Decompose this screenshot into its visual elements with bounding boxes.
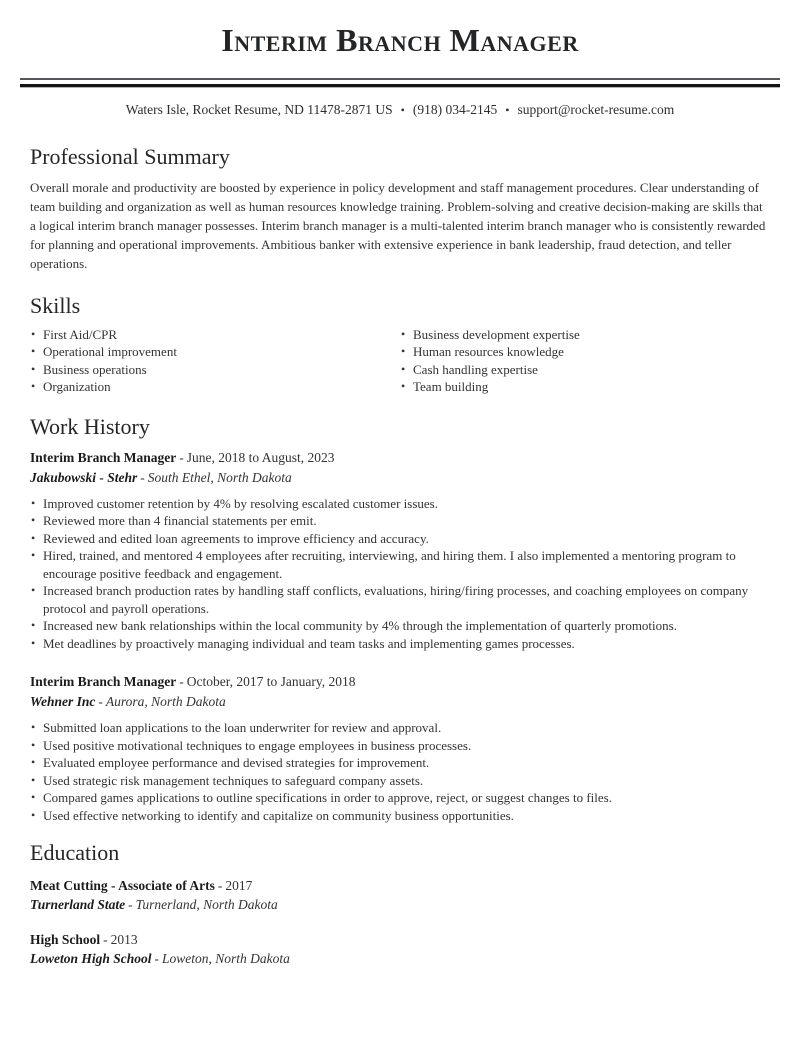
job-bullet-text: Hired, trained, and mentored 4 employees after recruiting, interviewing, and hiring them. I also implemented a mentoring program to encourage positive feedback and engagement.	[43, 548, 736, 581]
job-bullet	[30, 582, 770, 617]
job-bullet-text: Used positive motivational techniques to engage employees in business processes.	[43, 737, 472, 753]
job-bullet	[30, 547, 770, 582]
job-title-line	[30, 672, 770, 692]
job-bullet-text: Used effective networking to identify and capitalize on community business opportunities.	[43, 807, 514, 823]
contact-line	[20, 102, 780, 118]
education-entry	[30, 876, 770, 914]
job-company: Jakubowski - Stehr	[30, 469, 138, 485]
skill-item	[400, 378, 770, 396]
job-bullet-text: Reviewed and edited loan agreements to improve efficiency and accuracy.	[43, 530, 429, 546]
skills-heading: Skills	[30, 292, 81, 318]
education-degree: High School	[30, 932, 101, 948]
job-company-line	[30, 468, 770, 488]
job-bullet-text: Met deadlines by proactively managing individual and team tasks and implementing games processes.	[43, 635, 575, 651]
dash-separator: -	[154, 951, 160, 967]
dash-separator: -	[140, 469, 145, 485]
job-bullet	[30, 772, 770, 790]
job-entry	[30, 672, 770, 824]
education-school: Loweton High School	[30, 951, 152, 967]
education-year: 2017	[225, 878, 253, 894]
resume-title: Interim Branch Manager	[221, 22, 579, 58]
dash-separator: -	[179, 674, 184, 690]
education-degree: Meat Cutting - Associate of Arts	[30, 878, 215, 894]
professional-summary-text: Overall morale and productivity are boosted by experience in policy development and staff management procedures. Clear understanding of team building and organization as well as human resources knowledge training. Problem-solving and creative decision-making are skills that a logical interim branch manager possesses. Interim branch manager is a multi-talented interim branch manager who is consistently rewarded for planning and operational improvements. Ambitious banker with extensive experience in bank leadership, fraud detection, and teller operations.	[30, 179, 766, 271]
skill-label: Business operations	[43, 361, 147, 377]
job-company-line	[30, 692, 770, 712]
job-bullet	[30, 530, 770, 548]
dash-separator: -	[98, 694, 103, 710]
education-year: 2013	[110, 932, 138, 948]
job-bullet	[30, 635, 770, 653]
job-dates: October, 2017 to January, 2018	[186, 674, 356, 690]
skill-item	[30, 361, 400, 379]
skills-list-right	[400, 326, 770, 396]
dash-separator: -	[179, 449, 184, 465]
title-divider	[20, 78, 780, 88]
job-bullet-text: Evaluated employee performance and devised strategies for improvement.	[43, 755, 430, 771]
job-bullet	[30, 807, 770, 825]
skill-label: Operational improvement	[43, 344, 177, 360]
education-entry	[30, 930, 770, 968]
skill-label: Organization	[43, 379, 111, 395]
section-work-history	[30, 414, 770, 825]
resume-document	[0, 22, 800, 968]
skill-label: Cash handling expertise	[413, 361, 538, 377]
job-title: Interim Branch Manager	[30, 674, 177, 690]
skill-label: Team building	[413, 379, 489, 395]
skill-label: Business development expertise	[413, 326, 580, 342]
job-bullet-list	[30, 719, 770, 824]
contact-email: support@rocket-resume.com	[517, 101, 675, 117]
dash-separator: -	[217, 878, 223, 894]
job-title: Interim Branch Manager	[30, 449, 177, 465]
education-location: Loweton, North Dakota	[162, 951, 290, 967]
skills-list-left	[30, 326, 400, 396]
contact-separator-dot: •	[505, 102, 510, 117]
divider-thick-line	[20, 84, 780, 88]
contact-phone: (918) 034-2145	[412, 101, 498, 117]
section-professional-summary	[30, 144, 770, 273]
education-school-line	[30, 949, 770, 968]
job-bullet-text: Increased new bank relationships within the local community by 4% through the implementation of quarterly promotions.	[43, 618, 677, 634]
skill-item	[400, 343, 770, 361]
dash-separator: -	[128, 897, 133, 913]
skill-item	[400, 361, 770, 379]
education-school-line	[30, 895, 770, 914]
job-location: Aurora, North Dakota	[105, 694, 226, 710]
work-history-jobs	[30, 448, 770, 825]
education-degree-line	[30, 876, 770, 895]
section-skills	[30, 293, 770, 396]
resume-body	[0, 144, 800, 969]
job-bullet	[30, 512, 770, 530]
job-location: South Ethel, North Dakota	[147, 469, 292, 485]
job-dates: June, 2018 to August, 2023	[186, 449, 335, 465]
job-bullet-text: Increased branch production rates by handling staff conflicts, evaluations, hiring/firing processes, and coaching employees on company protocol and payroll operations.	[43, 583, 749, 616]
professional-summary-heading: Professional Summary	[30, 143, 230, 169]
job-bullet-text: Used strategic risk management techniques to safeguard company assets.	[43, 772, 424, 788]
contact-separator-dot: •	[400, 102, 405, 117]
job-bullet	[30, 789, 770, 807]
resume-header	[0, 22, 800, 118]
section-education	[30, 840, 770, 968]
job-title-line	[30, 448, 770, 468]
job-bullet-text: Improved customer retention by 4% by resolving escalated customer issues.	[43, 495, 438, 511]
job-bullet-list	[30, 495, 770, 653]
job-bullet	[30, 617, 770, 635]
skill-label: Human resources knowledge	[413, 344, 564, 360]
dash-separator: -	[103, 932, 108, 948]
job-bullet-text: Compared games applications to outline specifications in order to approve, reject, or suggest changes to files.	[43, 790, 612, 806]
skill-item	[400, 326, 770, 344]
education-school: Turnerland State	[30, 897, 126, 913]
education-degree-line	[30, 930, 770, 949]
job-bullet-text: Reviewed more than 4 financial statements per emit.	[43, 513, 317, 529]
education-heading: Education	[30, 840, 120, 866]
skill-label: First Aid/CPR	[43, 326, 118, 342]
job-entry	[30, 448, 770, 653]
skill-item	[30, 343, 400, 361]
job-bullet	[30, 495, 770, 513]
job-bullet	[30, 719, 770, 737]
skills-columns	[30, 326, 770, 396]
education-entries	[30, 876, 770, 968]
skill-item	[30, 326, 400, 344]
contact-address: Waters Isle, Rocket Resume, ND 11478-2871 US	[125, 101, 393, 117]
job-bullet	[30, 754, 770, 772]
job-bullet	[30, 737, 770, 755]
education-location: Turnerland, North Dakota	[135, 897, 278, 913]
job-bullet-text: Submitted loan applications to the loan underwriter for review and approval.	[43, 720, 442, 736]
job-company: Wehner Inc	[30, 694, 96, 710]
work-history-heading: Work History	[30, 413, 150, 439]
skill-item	[30, 378, 400, 396]
